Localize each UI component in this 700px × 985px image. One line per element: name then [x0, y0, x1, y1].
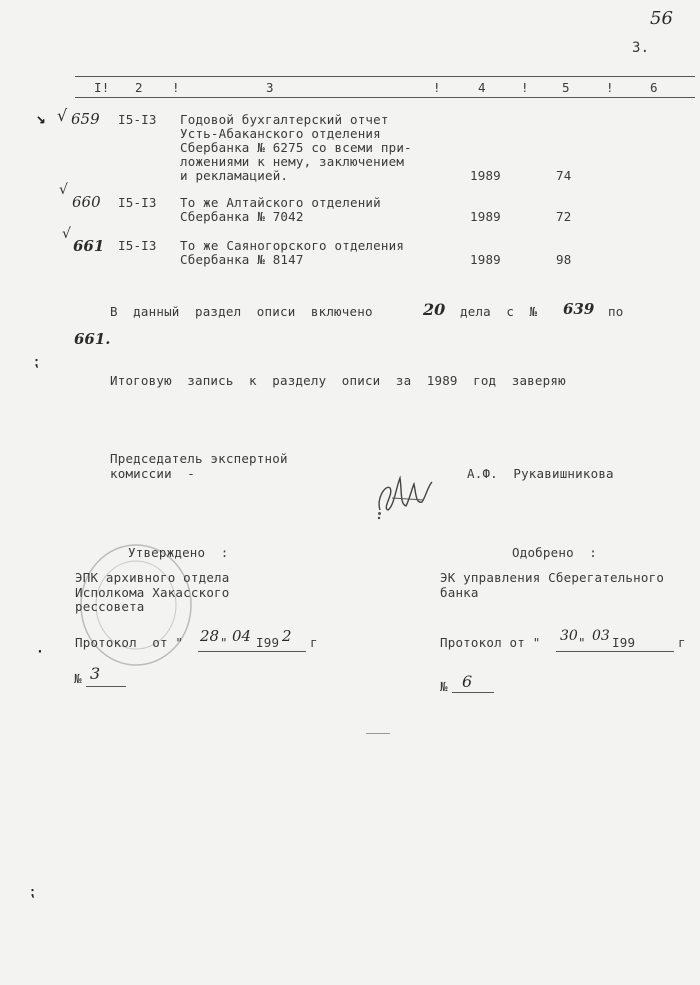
header-col-3: 3	[266, 80, 274, 95]
row-sheet-count: 72	[556, 209, 572, 224]
margin-mark: ⁏	[34, 355, 39, 370]
row-year: 1989	[470, 252, 501, 267]
header-col-6: 6	[650, 80, 658, 95]
endorsed-protocol-number: 6	[462, 672, 473, 691]
approved-org: ЭПК архивного отдела	[75, 570, 230, 585]
approved-protocol-year-digit: 2	[282, 627, 292, 645]
approved-org: Исполкома Хакасского	[75, 585, 230, 600]
row-year: 1989	[470, 168, 501, 183]
endorsed-number-underline	[452, 692, 494, 693]
approved-quote: "	[220, 635, 228, 650]
row-title-line: и рекламацией.	[180, 168, 289, 183]
dot-mark	[378, 512, 381, 515]
chairman-title: Председатель экспертной	[110, 451, 288, 466]
approved-protocol-month: 04	[232, 627, 252, 645]
row-index: I5-I3	[118, 238, 157, 253]
check-mark-icon: √	[59, 182, 68, 198]
header-sep-1: !	[172, 80, 180, 95]
check-mark-icon: √	[62, 226, 71, 242]
header-sep-3: !	[521, 80, 529, 95]
row-title-line: То же Саяногорского отделения	[180, 238, 405, 253]
row-year: 1989	[470, 209, 501, 224]
approved-protocol-label: Протокол от "	[75, 635, 184, 650]
endorsed-org: банка	[440, 585, 479, 600]
archive-sheet-number: 56	[650, 8, 673, 29]
summary-text: В данный раздел описи включено	[110, 304, 373, 319]
approved-protocol-day: 28	[200, 627, 220, 645]
approved-heading: Утверждено :	[128, 545, 229, 560]
page-number: 3.	[632, 40, 650, 56]
row-title-line: То же Алтайского отделений	[180, 195, 381, 210]
certification-text: Итоговую запись к разделу описи за 1989 год заверяю	[110, 373, 566, 388]
row-index: I5-I3	[118, 112, 157, 127]
endorsed-quote: "	[578, 635, 586, 650]
endorsed-protocol-label: Протокол от "	[440, 635, 541, 650]
row-sheet-count: 74	[556, 168, 572, 183]
approved-protocol-year: I99	[256, 635, 280, 650]
endorsed-protocol-month: 03	[592, 628, 610, 644]
approved-protocol-g: г	[310, 635, 318, 650]
summary-from-number: 639	[563, 300, 595, 318]
row-sheet-count: 98	[556, 252, 572, 267]
endorsed-heading: Одобрено :	[512, 545, 597, 560]
margin-mark: ·	[36, 645, 44, 660]
row-number: 661	[73, 237, 105, 255]
endorsed-protocol-year: I99	[612, 635, 636, 650]
header-col-4: 4	[478, 80, 486, 95]
signature	[372, 458, 442, 522]
summary-text-po: по	[608, 304, 624, 319]
header-sep-2: !	[433, 80, 441, 95]
summary-text-dela: дела с №	[460, 304, 538, 319]
summary-count: 20	[423, 300, 446, 319]
header-col-2: 2	[135, 80, 143, 95]
header-col-1: I!	[94, 80, 110, 95]
endorsed-date-underline	[556, 651, 674, 652]
header-sep-4: !	[606, 80, 614, 95]
approved-date-underline	[198, 651, 306, 652]
header-col-5: 5	[562, 80, 570, 95]
margin-mark: ⁏	[30, 885, 35, 900]
row-index: I5-I3	[118, 195, 157, 210]
approved-org: рессовета	[75, 599, 145, 614]
check-mark-icon: √	[57, 106, 68, 125]
approved-protocol-number: 3	[90, 664, 101, 683]
row-title-line: ложениями к нему, заключением	[180, 154, 405, 169]
divider-mark	[366, 733, 390, 734]
chairman-name: А.Ф. Рукавишникова	[467, 466, 614, 481]
endorsed-number-sign: №	[440, 679, 448, 694]
approved-number-sign: №	[74, 671, 82, 686]
endorsed-protocol-g: г	[678, 635, 686, 650]
row-title-line: Сбербанка № 6275 со всеми при-	[180, 140, 412, 155]
endorsed-org: ЭК управления Сберегательного	[440, 570, 665, 585]
chairman-title: комиссии -	[110, 466, 195, 481]
margin-mark: ↘	[36, 108, 46, 127]
row-title-line: Усть-Абаканского отделения	[180, 126, 381, 141]
row-title-line: Годовой бухгалтерский отчет	[180, 112, 389, 127]
row-title-line: Сбербанка № 8147	[180, 252, 304, 267]
summary-to-number: 661.	[74, 330, 111, 348]
row-title-line: Сбербанка № 7042	[180, 209, 304, 224]
approved-number-underline	[86, 686, 126, 687]
row-number: 659	[71, 110, 100, 128]
endorsed-protocol-day: 30	[560, 628, 578, 644]
table-header-rule	[75, 97, 695, 98]
table-top-rule	[75, 76, 695, 77]
row-number: 660	[72, 193, 101, 211]
